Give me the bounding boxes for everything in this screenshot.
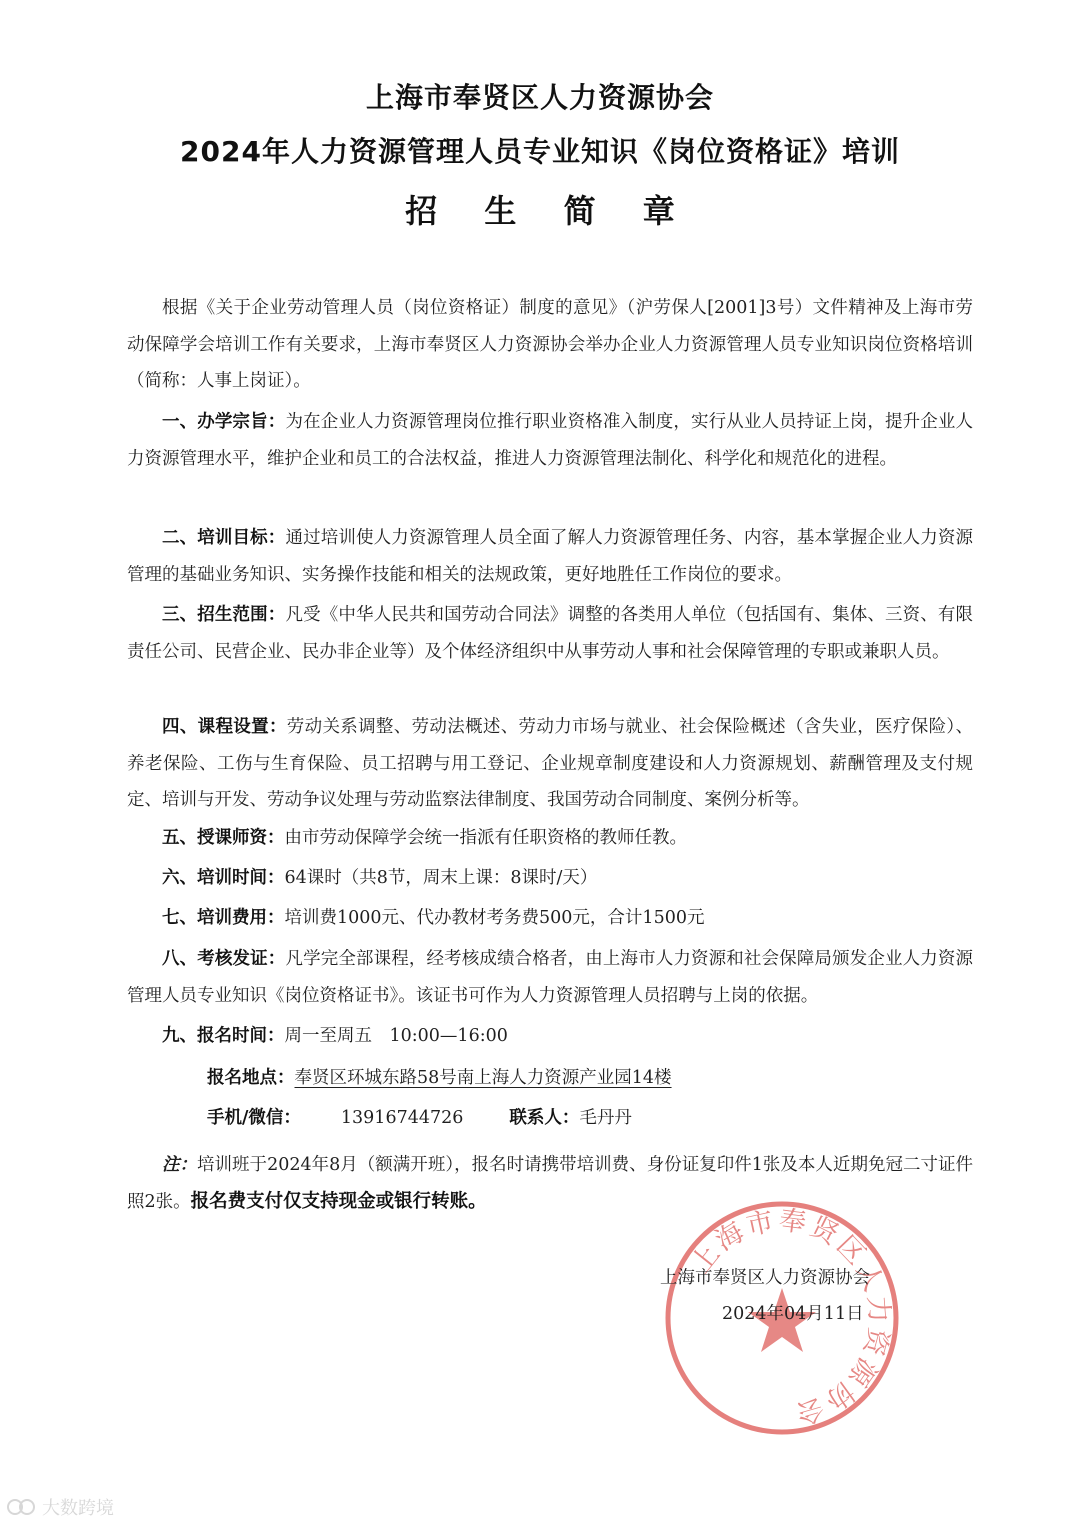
note-emphasis: 报名费支付仅支持现金或银行转账。 [190, 1190, 487, 1212]
signature-org: 上海市奉贤区人力资源协会 [660, 1268, 870, 1288]
org-title: 上海市奉贤区人力资源协会 [365, 81, 714, 114]
section-text: 凡受《中华人民共和国劳动合同法》调整的各类用人单位（包括国有、集体、三资、有限责任公司、民营企业、民办非企业等）及个体经济组织中从事劳动人事和社会保障管理的专职或兼职人员。 [127, 605, 974, 662]
watermark [6, 1494, 114, 1520]
section-scope [127, 597, 973, 670]
section-label: 五、授课师资： [162, 828, 285, 848]
note-text: 培训班于2024年8月（额满开班），报名时请携带培训费、身份证复印件1张及本人近期免冠二寸证件照2张。 [127, 1155, 974, 1212]
address-value: 奉贤区环城东路58号南上海人力资源产业园14楼 [294, 1068, 672, 1088]
section-text: 劳动关系调整、劳动法概述、劳动力市场与就业、社会保险概述（含失业，医疗保险）、养老保险、工伤与生育保险、员工招聘与用工登记、企业规章制度建设和人力资源规划、薪酬管理及支付规定、培训与开发、劳动争议处理与劳动监察法律制度、我国劳动合同制度、案例分析等。 [127, 717, 973, 810]
phone-label: 手机/微信： [207, 1108, 301, 1128]
section-certification [127, 941, 973, 1014]
section-teachers [127, 820, 973, 857]
course-title: 2024年人力资源管理人员专业知识《岗位资格证》培训 [180, 135, 900, 168]
section-text: 培训费1000元、代办教材考务费500元，合计1500元 [284, 908, 705, 928]
contact-label: 联系人： [509, 1108, 580, 1128]
note-label: 注： [162, 1155, 198, 1175]
section-schedule [127, 860, 973, 897]
intro-paragraph: 根据《关于企业劳动管理人员（岗位资格证）制度的意见》（沪劳保人[2001]3号）文件精神及上海市劳动保障学会培训工作有关要求，上海市奉贤区人力资源协会举办企业人力资源管理人员专业知识岗位资格培训（简称：人事上岗证）。 [127, 298, 973, 391]
section-label: 七、培训费用： [162, 908, 285, 928]
section-label: 四、课程设置： [162, 717, 287, 737]
section-fees [127, 900, 973, 937]
registration-address [207, 1060, 672, 1096]
section-label: 八、考核发证： [162, 949, 286, 969]
section-registration-time [127, 1018, 973, 1055]
section-label: 二、培训目标： [162, 528, 286, 548]
section-curriculum [127, 709, 973, 819]
address-label: 报名地点： [207, 1068, 295, 1088]
section-label: 六、培训时间： [162, 868, 285, 888]
section-goal [127, 520, 973, 593]
section-label: 一、办学宗旨： [162, 412, 286, 432]
section-label: 九、报名时间： [162, 1026, 285, 1046]
section-label: 三、招生范围： [162, 605, 286, 625]
section-purpose [127, 404, 973, 477]
contact-value: 毛丹丹 [579, 1108, 632, 1128]
section-text: 为在企业人力资源管理岗位推行职业资格准入制度，实行从业人员持证上岗，提升企业人力资源管理水平，维护企业和员工的合法权益，推进人力资源管理法制化、科学化和规范化的进程。 [127, 412, 974, 469]
watermark-text: 大数跨境 [42, 1498, 114, 1519]
signature-block [660, 1260, 870, 1332]
section-text: 周一至周五 10:00—16:00 [284, 1026, 508, 1046]
document-subtitle: 招 生 简 章 [405, 192, 693, 230]
section-text: 由市劳动保障学会统一指派有任职资格的教师任教。 [284, 828, 687, 848]
section-text: 凡学完全部课程，经考核成绩合格者，由上海市人力资源和社会保障局颁发企业人力资源管理人员专业知识《岗位资格证书》。该证书可作为人力资源管理人员招聘与上岗的依据。 [127, 949, 974, 1006]
section-text: 64课时（共8节，周末上课：8课时/天） [284, 868, 598, 888]
phone-value: 13916744726 [340, 1108, 464, 1128]
seal-text: 上海市奉贤区人力资源协会 [685, 1205, 895, 1430]
registration-contact [207, 1100, 632, 1136]
signature-date: 2024年04月11日 [722, 1304, 864, 1324]
watermark-logo-icon [6, 1496, 36, 1518]
section-text: 通过培训使人力资源管理人员全面了解人力资源管理任务、内容，基本掌握企业人力资源管理的基础业务知识、实务操作技能和相关的法规政策，更好地胜任工作岗位的要求。 [127, 528, 974, 585]
